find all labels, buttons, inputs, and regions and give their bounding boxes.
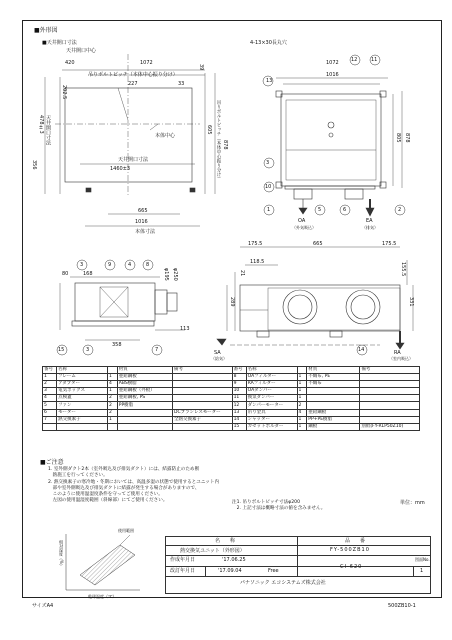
product-name: 熱交換気ユニット（外形図） bbox=[180, 548, 245, 554]
revised-header: 改訂年月日 bbox=[170, 568, 196, 574]
callout-3c: 3 bbox=[86, 347, 90, 353]
header-no: 番号 bbox=[43, 367, 57, 374]
label-ceiling-center: 天井開口中心 bbox=[66, 48, 97, 54]
label-oa: OA bbox=[298, 218, 306, 224]
chart-x-label: 乾球温度（℃） bbox=[88, 594, 117, 599]
side-view-body bbox=[75, 283, 155, 321]
callout-6: 6 bbox=[343, 207, 347, 213]
table-row: 3 電気ボックス 1 亜鉛鋼板（外板） 10 OAダンパー 1 bbox=[43, 388, 420, 395]
label-ra: RA bbox=[394, 350, 401, 356]
header-name-2: 名称 bbox=[246, 367, 297, 374]
footnote-1: 注1. 吊りボルトピッチ寸法φ200 bbox=[232, 500, 300, 505]
model-number: FY-500ZB10 bbox=[330, 547, 370, 553]
label-unit-center: 本体中心 bbox=[155, 133, 176, 139]
dim-878: 878 bbox=[222, 140, 228, 150]
note-line-4: 部や室外側吸込及び排気ダクトに結露が発生する場合がありますので、 bbox=[48, 486, 200, 491]
created-date: '17.06.25 bbox=[222, 557, 246, 563]
dim-175-5a: 175.5 bbox=[248, 241, 263, 247]
callout-4: 4 bbox=[128, 262, 132, 268]
dim-168: 168 bbox=[83, 271, 93, 277]
table-row: 15 カセットボルダー 1 鋼板 別紙(FY-RLP50Z10) bbox=[43, 423, 420, 430]
table-row: 2 アダプター 4 ABS樹脂 9 RAフィルター 1 不織布 bbox=[43, 381, 420, 388]
dim-202-5: 202.5 bbox=[61, 85, 67, 100]
dim-331: 331 bbox=[408, 297, 414, 307]
note-line-2: 熱施工を行ってください。 bbox=[48, 473, 108, 478]
unit-label: 単位：mm bbox=[400, 500, 425, 506]
company-name: パナソニック エコシステムズ株式会社 bbox=[240, 580, 326, 586]
dim-21: 21 bbox=[239, 270, 245, 277]
dim-478: 478±3 bbox=[38, 115, 44, 134]
header-no-2: 番号 bbox=[232, 367, 246, 374]
label-bolt-pitch-side: 吊りボルトピッチ（本体中心振り分け） bbox=[216, 100, 221, 181]
note-line-5: このように使用温湿度条件を守ってご使用ください。 bbox=[48, 492, 163, 497]
dim-665: 665 bbox=[138, 208, 148, 214]
dim-r1072: 1072 bbox=[326, 60, 339, 66]
notes-title: ■ご注意 bbox=[40, 459, 64, 466]
callout-15: 15 bbox=[58, 347, 65, 353]
callout-14: 14 bbox=[358, 347, 365, 353]
callout-7: 7 bbox=[155, 347, 159, 353]
label-suspension-pitch: 吊りボルトピッチ（本体中心振り分け） bbox=[88, 72, 178, 78]
dim-118-5: 118.5 bbox=[250, 259, 265, 265]
footnote-2: 2. 上記寸法は概略寸法の値を含みません。 bbox=[232, 506, 326, 511]
chart-range-label: 使用範囲 bbox=[118, 528, 134, 533]
label-sa-sub: （給気） bbox=[211, 356, 227, 361]
header-remarks-2: 備考 bbox=[360, 367, 420, 374]
sheet-header: 図面No. bbox=[415, 557, 430, 562]
dim-1072: 1072 bbox=[140, 60, 153, 66]
dim-665-mid: 665 bbox=[313, 241, 323, 247]
dim-39: 39 bbox=[198, 64, 204, 71]
parts-table-header bbox=[43, 367, 420, 374]
label-ceiling-opening-side: 天井開口寸法 bbox=[45, 115, 51, 145]
ceiling-section-title: ■天井開口寸法 bbox=[42, 40, 77, 46]
callout-3b: 3 bbox=[80, 262, 84, 268]
table-row: 1 フレーム 1 亜鉛鋼板 8 OAフィルター 1 不織布, PE bbox=[43, 374, 420, 381]
dim-227: 227 bbox=[128, 81, 138, 87]
title-name-header: 名 称 bbox=[215, 538, 236, 544]
table-row: 4 点検蓋 2 亜鉛鋼板, PS 11 換気ダンパー 1 bbox=[43, 395, 420, 402]
label-ceiling-opening: 天井開口寸法 bbox=[118, 157, 149, 163]
sheet-number: 1 bbox=[420, 568, 424, 574]
callout-8: 8 bbox=[146, 262, 150, 268]
dim-80: 80 bbox=[62, 271, 69, 277]
front-view-body bbox=[240, 285, 400, 331]
footer-size: サイズA4 bbox=[32, 603, 54, 609]
dim-1460: 1460±3 bbox=[110, 166, 131, 172]
label-sa: SA bbox=[214, 350, 221, 356]
callout-11: 11 bbox=[371, 57, 378, 63]
dim-phi195: φ195 bbox=[163, 268, 169, 281]
dim-605: 605 bbox=[206, 125, 212, 135]
drawing-number: CI-620 bbox=[340, 564, 363, 570]
table-row: 7 熱交換素子 1 全熱交換素子 14 シャッター 1 PP+PE樹脂 bbox=[43, 416, 420, 423]
dim-1016: 1016 bbox=[135, 219, 148, 225]
callout-12: 12 bbox=[351, 57, 358, 63]
table-row: 5 ファン 2 PP樹脂 12 ダンパーモーター 2 bbox=[43, 402, 420, 409]
label-ea: EA bbox=[366, 218, 373, 224]
dim-175-5b: 175.5 bbox=[382, 241, 397, 247]
dim-33: 33 bbox=[178, 81, 185, 87]
note-line-1: 1. 室外側ダクト2本（室外吸込及び排気ダクト）には、結露防止のため断 bbox=[48, 467, 200, 472]
callout-10: 10 bbox=[265, 184, 272, 190]
callout-5: 5 bbox=[318, 207, 322, 213]
callout-1: 1 bbox=[267, 207, 271, 213]
dim-420: 420 bbox=[65, 60, 75, 66]
label-unit-width: 本体寸法 bbox=[135, 229, 156, 235]
header-name: 名称 bbox=[57, 367, 108, 374]
chart-y-label: 相対湿度（%） bbox=[59, 540, 64, 568]
label-oa-sub: （外気吸込） bbox=[292, 225, 316, 230]
dim-356: 356 bbox=[31, 160, 37, 170]
callout-9: 9 bbox=[108, 262, 112, 268]
footer-code: 500ZB10-1 bbox=[388, 603, 416, 609]
dim-r1016: 1016 bbox=[326, 72, 339, 78]
dim-phi250: φ250 bbox=[172, 268, 178, 281]
callout-3a: 3 bbox=[266, 160, 270, 166]
label-holes: 4-13×30長丸穴 bbox=[250, 40, 287, 46]
dim-289: 289 bbox=[229, 297, 235, 307]
plan-view-body bbox=[281, 94, 381, 186]
free-label: Free bbox=[268, 568, 279, 574]
dim-358: 358 bbox=[112, 342, 122, 348]
callout-2: 2 bbox=[398, 207, 402, 213]
header-remarks: 備考 bbox=[172, 367, 232, 374]
dim-113: 113 bbox=[180, 326, 190, 332]
callout-13a: 13 bbox=[266, 78, 273, 84]
table-row: 6 モーター 2 DCブラシレスモーター 13 吊り金具 4 亜鉛鋼板 bbox=[43, 409, 420, 416]
dim-r805: 805 bbox=[395, 133, 401, 143]
note-line-6: 左図の使用温湿度範囲（斜線部）にてご使用ください。 bbox=[48, 498, 168, 503]
note-line-3: 2. 熱交換素子の寒冷地・冬期においては、高温多湿の状態で使用するとユニット内 bbox=[48, 480, 220, 485]
created-header: 作成年月日 bbox=[170, 557, 196, 563]
label-ra-sub: （室内吸込） bbox=[389, 356, 413, 361]
dim-r878: 878 bbox=[404, 133, 410, 143]
parts-table bbox=[42, 366, 420, 431]
section-title: ■外形図 bbox=[34, 27, 58, 34]
header-material: 材質 bbox=[117, 367, 172, 374]
header-material-2: 材質 bbox=[307, 367, 360, 374]
title-model-header: 品 番 bbox=[345, 538, 366, 544]
revised-date: '17.09.04 bbox=[218, 568, 242, 574]
dim-155-5: 155.5 bbox=[400, 262, 406, 277]
label-ea-sub: （排気） bbox=[362, 225, 378, 230]
